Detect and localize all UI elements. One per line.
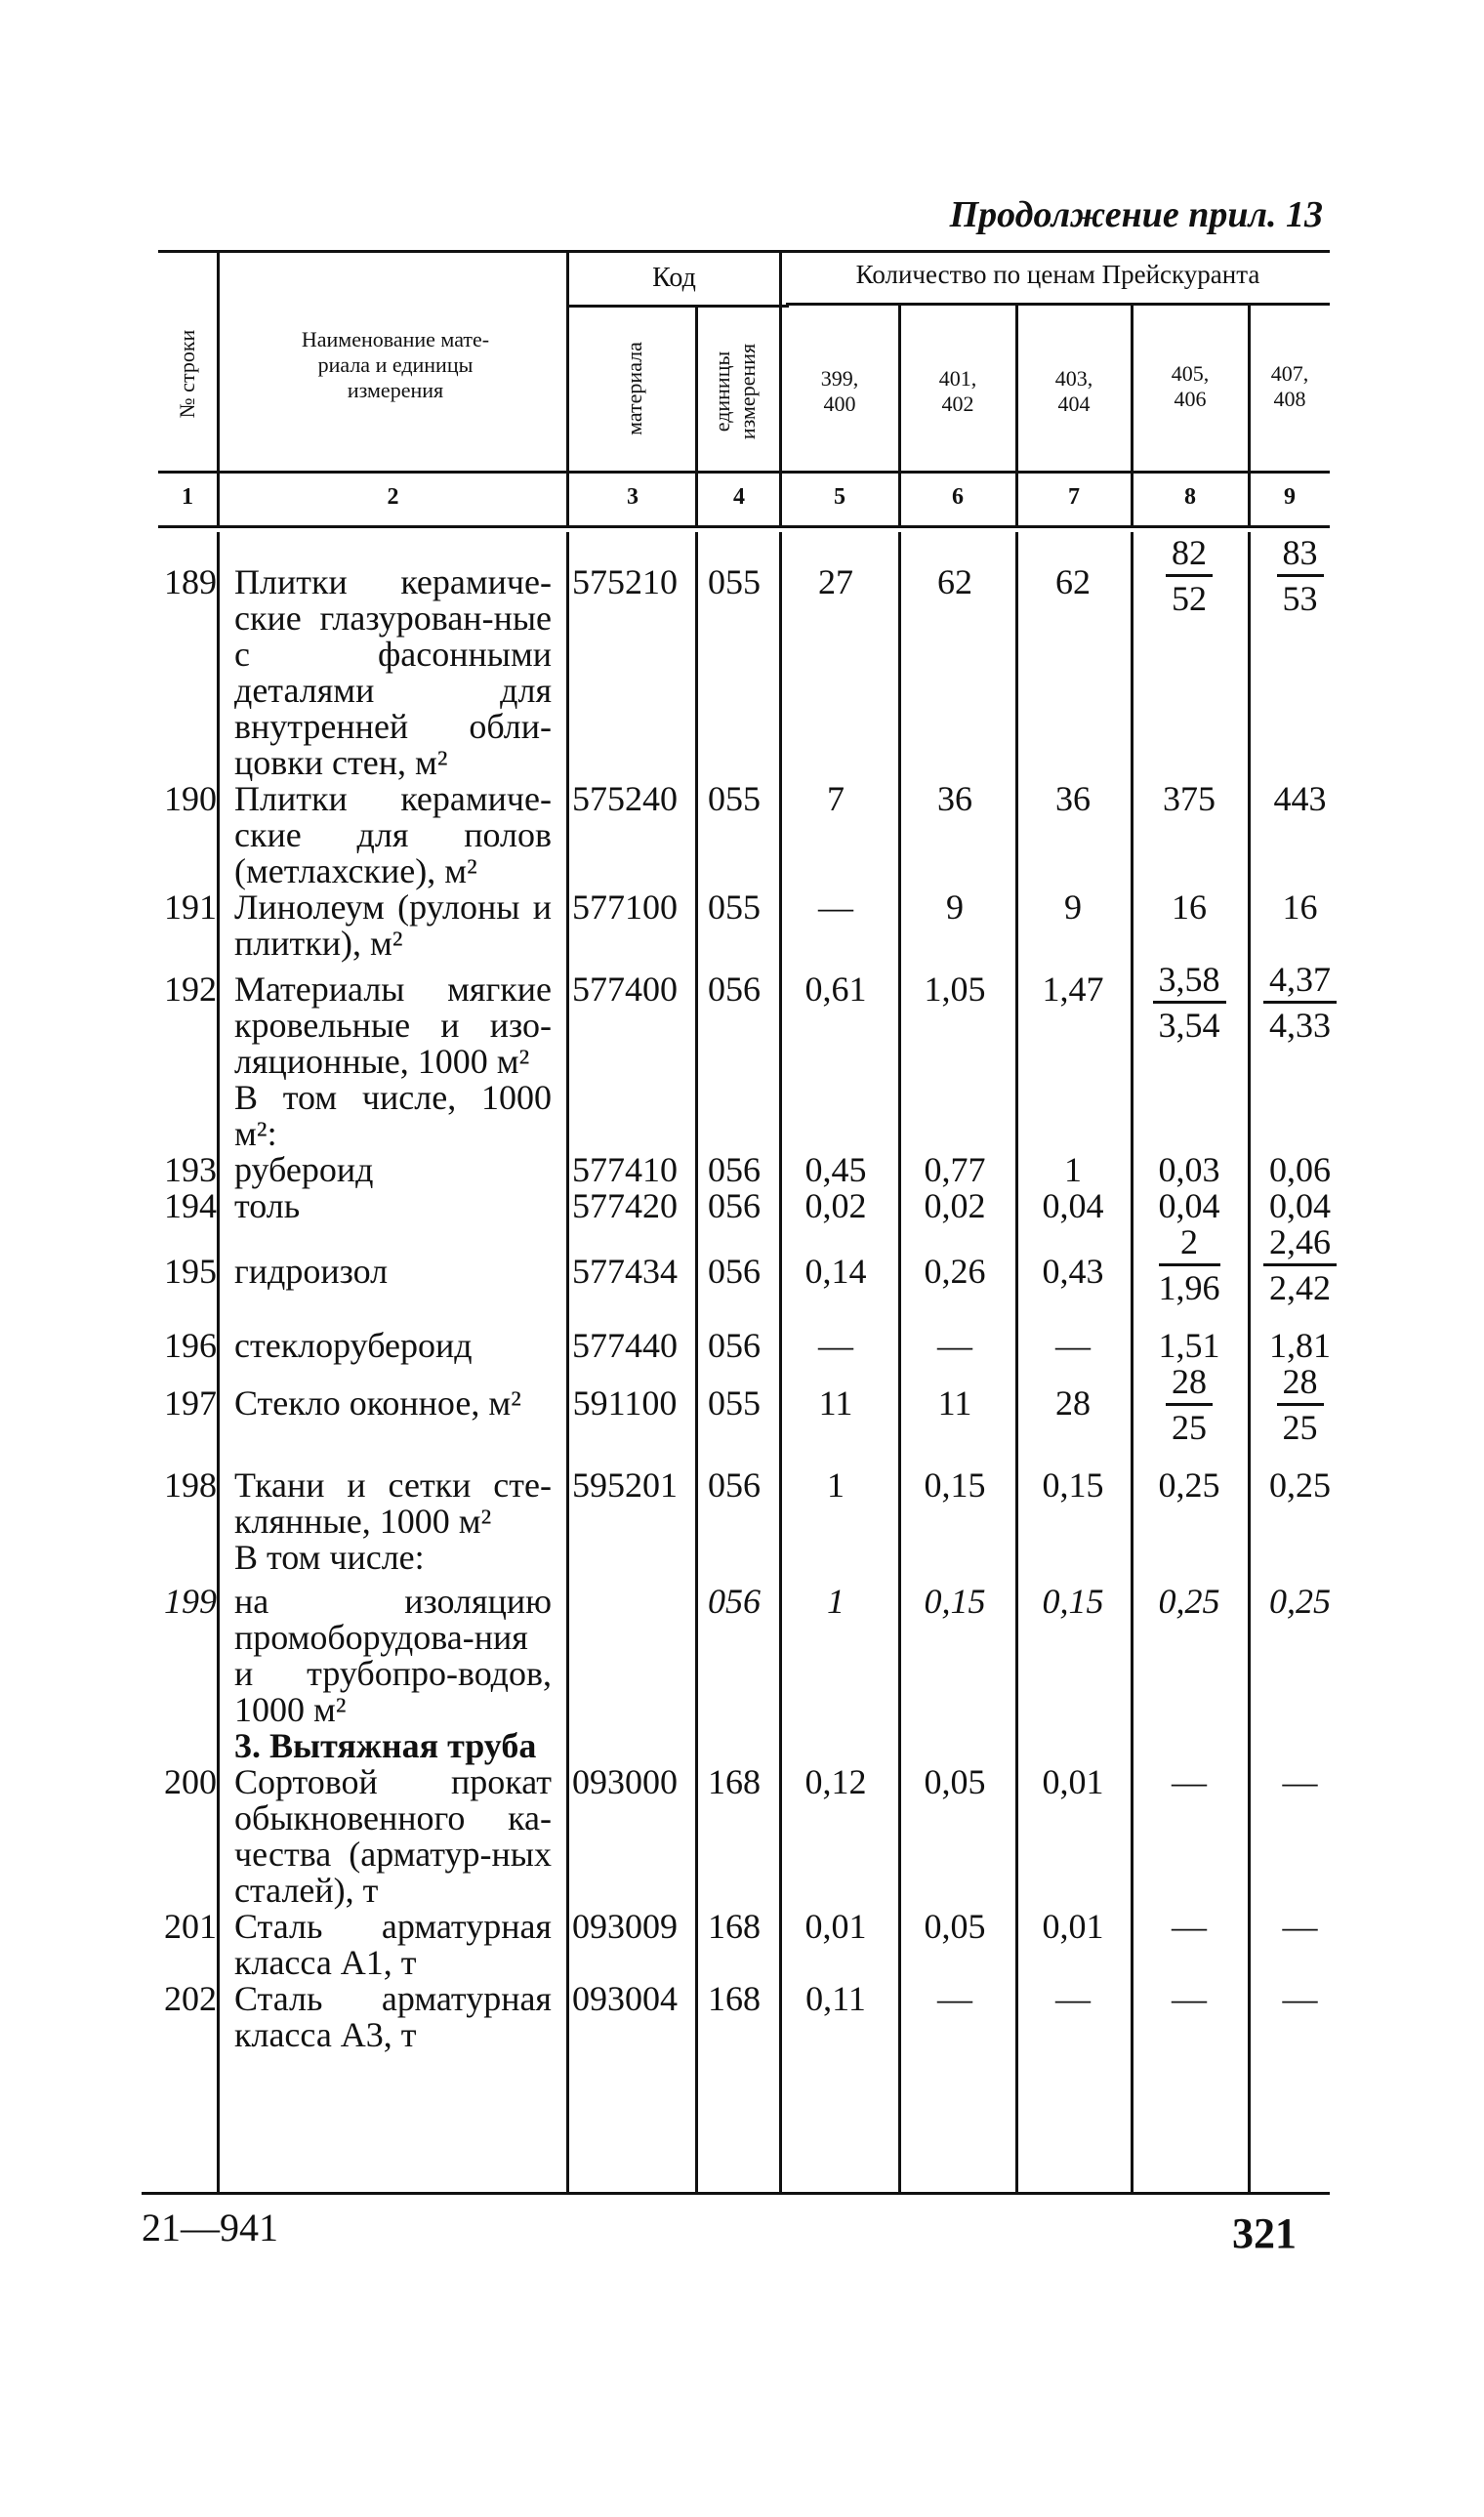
cell-c3: [557, 1540, 692, 1576]
cell-c4: 056: [708, 1252, 761, 1291]
table-row: [158, 1224, 1353, 1306]
cell-c6: 0,05: [924, 1762, 986, 1801]
cell-c6: 1,05: [924, 970, 986, 1009]
cell-c9: —: [1282, 1762, 1318, 1801]
cell-c7: 0,01: [1042, 1762, 1104, 1801]
header-code: Код: [652, 263, 696, 293]
fraction-value: [1153, 962, 1226, 1043]
footer-signature: 21—941: [142, 2206, 278, 2249]
cell-c4: [692, 1540, 776, 1576]
material-name: гидроизол: [234, 1252, 389, 1291]
table-row: [158, 889, 1353, 962]
row-number: 190: [164, 779, 217, 818]
cell-c9: [1247, 962, 1353, 1080]
cell-c4: 056: [708, 1582, 761, 1621]
material-name: Стекло оконное, м²: [234, 1383, 521, 1423]
cell-c6: 0,02: [924, 1186, 986, 1225]
col-number-1: 1: [182, 484, 193, 510]
fraction-value: [1277, 535, 1324, 616]
cell-c4: 055: [708, 779, 761, 818]
material-name: Сталь арматурная класса А1, т: [234, 1907, 552, 1982]
cell-c5: 0,14: [804, 1252, 867, 1291]
cell-c4: 055: [708, 562, 761, 601]
continuation-caption: Продолжение прил. 13: [949, 194, 1323, 235]
fraction-numerator: 28: [1166, 1364, 1213, 1406]
fraction-value: [1263, 962, 1337, 1043]
col-number-4: 4: [733, 484, 745, 510]
cell-c8: [1132, 1080, 1247, 1152]
fraction-value: [1159, 1224, 1220, 1305]
table-row: [158, 1981, 1353, 2053]
cell-c5: 11: [818, 1383, 853, 1423]
fraction-numerator: 3,58: [1153, 962, 1226, 1004]
cell-c7: 0,04: [1042, 1186, 1104, 1225]
table-row: [158, 1364, 1353, 1446]
cell-c4: 168: [708, 1762, 761, 1801]
cell-c9: [1247, 1364, 1353, 1446]
page-number: 321: [1232, 2209, 1297, 2257]
fraction-numerator: 28: [1277, 1364, 1324, 1406]
cell-c3: 577420: [572, 1186, 678, 1225]
cell-c5: 1: [827, 1465, 845, 1505]
cell-c5: 0,61: [804, 970, 867, 1009]
cell-c6: —: [937, 1326, 972, 1365]
table-row: [158, 1188, 1353, 1224]
row-number: 197: [164, 1383, 217, 1423]
cell-c9: 443: [1273, 779, 1327, 818]
cell-c7: —: [1055, 1979, 1091, 2018]
cell-c7: 1: [1064, 1150, 1082, 1189]
material-name: Сортовой прокат обыкновенного ка-чества (арматур-ных сталей), т: [234, 1762, 552, 1910]
cell-c5: [776, 1080, 895, 1152]
table-row: [158, 1764, 1353, 1909]
cell-c9: [1247, 535, 1353, 781]
fraction-numerator: 83: [1277, 535, 1324, 577]
header-qty-col-5: 399, 400: [820, 366, 859, 416]
cell-c9: [1247, 1728, 1353, 1764]
cell-c4: 168: [708, 1979, 761, 2018]
cell-c5: —: [818, 887, 853, 927]
cell-c9: 0,04: [1269, 1186, 1331, 1225]
cell-c8: 0,03: [1158, 1150, 1220, 1189]
fraction-value: [1166, 535, 1213, 616]
table-row: [158, 1540, 1353, 1576]
cell-c7: 36: [1055, 779, 1091, 818]
cell-c7: 0,15: [1042, 1582, 1104, 1621]
cell-c7: 9: [1064, 887, 1082, 927]
cell-c9: —: [1282, 1979, 1318, 2018]
table-row: [158, 1446, 1353, 1540]
cell-c4: 056: [708, 1326, 761, 1365]
material-name: В том числе:: [234, 1538, 425, 1577]
cell-c3: 577100: [572, 887, 678, 927]
cell-c7: 0,01: [1042, 1907, 1104, 1946]
cell-c4: 056: [708, 1186, 761, 1225]
cell-c6: 0,05: [924, 1907, 986, 1946]
cell-c5: 27: [818, 562, 853, 601]
cell-c4: [692, 1080, 776, 1152]
cell-c8: 0,25: [1158, 1582, 1220, 1621]
cell-c8: [1132, 1728, 1247, 1764]
cell-c8: [1132, 535, 1247, 781]
row-number: 189: [164, 562, 217, 601]
material-name: на изоляцию промоборудова-ния и трубопро-водов, 1000 м²: [234, 1582, 552, 1729]
material-name: толь: [234, 1186, 301, 1225]
header-qty-col-7: 403, 404: [1054, 366, 1093, 416]
cell-c5: 1: [827, 1582, 845, 1621]
cell-c7: [1014, 1540, 1132, 1576]
header-code-material: материала: [622, 342, 646, 435]
cell-c7: [1014, 1728, 1132, 1764]
col-number-9: 9: [1284, 484, 1296, 510]
fraction-denominator: 52: [1172, 579, 1207, 618]
cell-c9: 16: [1282, 887, 1318, 927]
table-row: [158, 1909, 1353, 1981]
table-row: [158, 1576, 1353, 1728]
cell-c8: [1132, 1540, 1247, 1576]
header-name: Наименование мате- риала и единицы измерения: [301, 327, 490, 402]
row-number: [158, 1540, 223, 1576]
cell-c5: [776, 1540, 895, 1576]
cell-c7: 1,47: [1042, 970, 1104, 1009]
material-name: стеклорубероид: [234, 1326, 473, 1365]
cell-c7: [1014, 1080, 1132, 1152]
cell-c6: 11: [937, 1383, 972, 1423]
header-quantity: Количество по ценам Прейскуранта: [855, 260, 1260, 289]
cell-c3: 575240: [572, 779, 678, 818]
fraction-denominator: 3,54: [1158, 1006, 1220, 1045]
cell-c7: 0,43: [1042, 1252, 1104, 1291]
cell-c3: 093009: [572, 1907, 678, 1946]
fraction-numerator: 82: [1166, 535, 1213, 577]
fraction-denominator: 53: [1282, 579, 1318, 618]
col-number-7: 7: [1068, 484, 1080, 510]
row-number: 193: [164, 1150, 217, 1189]
fraction-denominator: 25: [1172, 1408, 1207, 1447]
cell-c4: 056: [708, 970, 761, 1009]
cell-c9: 0,06: [1269, 1150, 1331, 1189]
cell-c8: 1,51: [1158, 1326, 1220, 1365]
col-number-2: 2: [387, 484, 399, 510]
cell-c8: 16: [1172, 887, 1207, 927]
row-number: 196: [164, 1326, 217, 1365]
row-number: 202: [164, 1979, 217, 2018]
row-number: [158, 1728, 223, 1764]
table-row: [158, 781, 1353, 889]
table-row: [158, 535, 1353, 781]
cell-c7: 28: [1055, 1383, 1091, 1423]
row-number: 198: [164, 1465, 217, 1505]
cell-c3: 595201: [572, 1465, 678, 1505]
material-name: Линолеум (рулоны и плитки), м²: [234, 887, 552, 963]
col-number-6: 6: [952, 484, 964, 510]
row-number: 194: [164, 1186, 217, 1225]
cell-c5: 0,02: [804, 1186, 867, 1225]
cell-c6: —: [937, 1979, 972, 2018]
header-code-unit: единицы измерения: [710, 343, 760, 440]
table-row: [158, 1152, 1353, 1188]
row-number: 192: [164, 970, 217, 1009]
fraction-denominator: 2,42: [1269, 1268, 1331, 1307]
cell-c5: 0,11: [805, 1979, 866, 2018]
row-number: 199: [164, 1582, 217, 1621]
material-name: Плитки керамиче-ские для полов (метлахские), м²: [234, 779, 552, 890]
cell-c3: 093004: [572, 1979, 678, 2018]
cell-c8: —: [1172, 1979, 1207, 2018]
cell-c6: 36: [937, 779, 972, 818]
cell-c6: 9: [946, 887, 964, 927]
cell-c6: [895, 1080, 1014, 1152]
table-row: [158, 962, 1353, 1080]
row-number: 191: [164, 887, 217, 927]
cell-c6: 0,26: [924, 1252, 986, 1291]
cell-c9: 0,25: [1269, 1465, 1331, 1505]
table-row: [158, 1080, 1353, 1152]
cell-c8: —: [1172, 1907, 1207, 1946]
cell-c3: 575210: [572, 562, 678, 601]
cell-c3: 577410: [572, 1150, 678, 1189]
cell-c3: 577440: [572, 1326, 678, 1365]
fraction-numerator: 2: [1159, 1224, 1220, 1266]
cell-c3: 577434: [572, 1252, 678, 1291]
cell-c9: [1247, 1224, 1353, 1306]
material-name: рубероид: [234, 1150, 374, 1189]
col-number-8: 8: [1184, 484, 1196, 510]
row-number: 200: [164, 1762, 217, 1801]
row-number: 195: [164, 1252, 217, 1291]
row-number: 201: [164, 1907, 217, 1946]
header-qty-col-8: 405, 406: [1171, 361, 1210, 411]
cell-c3: 093000: [572, 1762, 678, 1801]
cell-c5: 0,45: [804, 1150, 867, 1189]
cell-c3: [557, 1080, 692, 1152]
cell-c6: [895, 1540, 1014, 1576]
cell-c8: 0,04: [1158, 1186, 1220, 1225]
data-table: [158, 535, 1353, 2053]
cell-c4: 055: [708, 1383, 761, 1423]
cell-c5: [776, 1728, 895, 1764]
col-number-3: 3: [627, 484, 639, 510]
cell-c7: 62: [1055, 562, 1091, 601]
fraction-denominator: 25: [1282, 1408, 1318, 1447]
section-heading: 3. Вытяжная труба: [234, 1726, 537, 1765]
table-row: [158, 1306, 1353, 1364]
fraction-denominator: 1,96: [1158, 1268, 1220, 1307]
cell-c6: 0,77: [924, 1150, 986, 1189]
cell-c6: 0,15: [924, 1582, 986, 1621]
cell-c4: 056: [708, 1465, 761, 1505]
cell-c6: 62: [937, 562, 972, 601]
header-qty-col-9: 407, 408: [1270, 361, 1309, 411]
cell-c3: 591100: [572, 1383, 678, 1423]
fraction-value: [1166, 1364, 1213, 1445]
cell-c9: 1,81: [1269, 1326, 1331, 1365]
row-number: [158, 1080, 223, 1152]
cell-c9: —: [1282, 1907, 1318, 1946]
cell-c5: 7: [827, 779, 845, 818]
cell-c6: 0,15: [924, 1465, 986, 1505]
material-name: Плитки керамиче-ские глазурован-ные с фасонными деталями для внутренней обли-цовки стен, м²: [234, 562, 552, 782]
cell-c9: [1247, 1540, 1353, 1576]
material-name: Материалы мягкие кровельные и изо-ляционные, 1000 м²: [234, 970, 552, 1081]
cell-c4: 056: [708, 1150, 761, 1189]
material-name: Сталь арматурная класса А3, т: [234, 1979, 552, 2054]
fraction-numerator: 2,46: [1263, 1224, 1337, 1266]
cell-c5: —: [818, 1326, 853, 1365]
cell-c8: 375: [1163, 779, 1216, 818]
cell-c3: 577400: [572, 970, 678, 1009]
cell-c3: [557, 1576, 692, 1728]
fraction-value: [1277, 1364, 1324, 1445]
cell-c8: [1132, 1364, 1247, 1446]
cell-c4: 055: [708, 887, 761, 927]
cell-c4: 168: [708, 1907, 761, 1946]
cell-c8: [1132, 962, 1247, 1080]
header-row-number: № строки: [175, 329, 199, 419]
cell-c4: [692, 1728, 776, 1764]
cell-c3: [557, 1728, 692, 1764]
fraction-numerator: 4,37: [1263, 962, 1337, 1004]
header-qty-col-6: 401, 402: [938, 366, 977, 416]
cell-c9: [1247, 1080, 1353, 1152]
material-name: В том числе, 1000 м²:: [234, 1078, 552, 1153]
cell-c8: 0,25: [1158, 1465, 1220, 1505]
cell-c6: [895, 1728, 1014, 1764]
cell-c5: 0,12: [804, 1762, 867, 1801]
cell-c9: 0,25: [1269, 1582, 1331, 1621]
cell-c8: [1132, 1224, 1247, 1306]
material-name: Ткани и сетки сте-клянные, 1000 м²: [234, 1465, 552, 1541]
table-row: [158, 1728, 1353, 1764]
cell-c5: 0,01: [804, 1907, 867, 1946]
cell-c8: —: [1172, 1762, 1207, 1801]
cell-c7: 0,15: [1042, 1465, 1104, 1505]
fraction-denominator: 4,33: [1269, 1006, 1331, 1045]
cell-c7: —: [1055, 1326, 1091, 1365]
col-number-5: 5: [834, 484, 845, 510]
fraction-value: [1263, 1224, 1337, 1305]
